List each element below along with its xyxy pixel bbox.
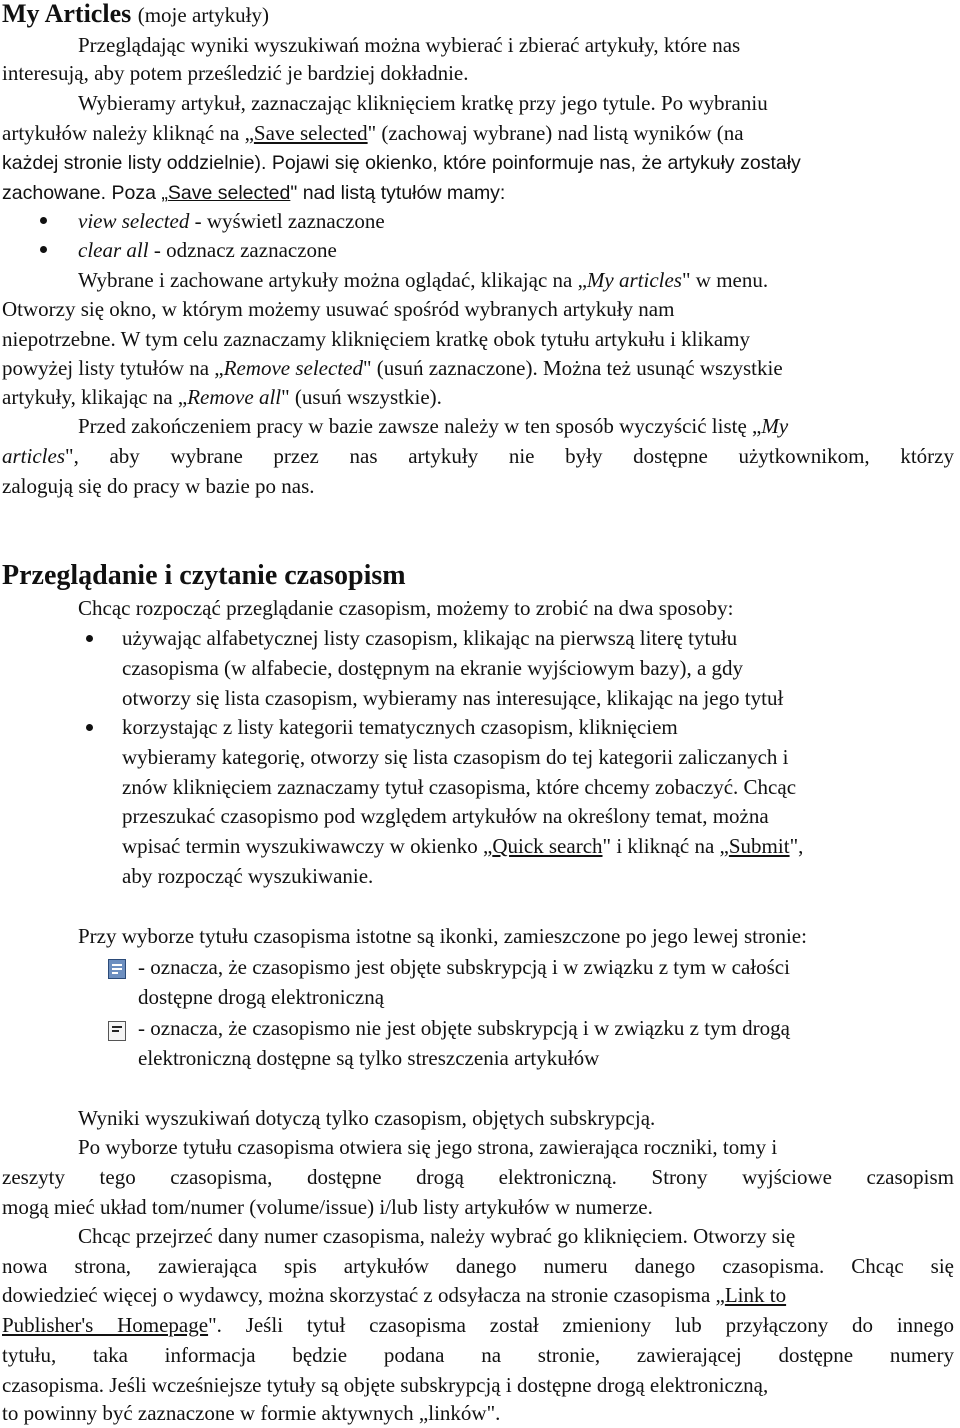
- paragraph-line: articles", aby wybrane przez nas artykuły nie były dostępne użytkownikom, którzy: [2, 444, 954, 468]
- paragraph-line: artykuły, klikając na „Remove all" (usuń wszystkie).: [2, 385, 442, 409]
- list-item-line: przeszukać czasopismo pod względem artykułów na określony temat, można: [122, 804, 769, 828]
- full-text-journal-icon: [108, 959, 126, 979]
- paragraph-line: dowiedzieć więcej o wydawcy, można skorzystać z odsyłacza na stronie czasopisma „Link to: [2, 1283, 787, 1307]
- bullet-icon: [86, 724, 93, 731]
- paragraph-line: Wybieramy artykuł, zaznaczając kliknięciem kratkę przy jego tytule. Po wybraniu: [78, 91, 768, 115]
- paragraph-line: Przed zakończeniem pracy w bazie zawsze należy w ten sposób wyczyścić listę „My: [78, 414, 789, 438]
- icon-legend-line: - oznacza, że czasopismo jest objęte subskrypcją i w związku z tym w całości: [138, 955, 790, 979]
- paragraph-line: Chcąc przejrzeć dany numer czasopisma, należy wybrać go kliknięciem. Otworzy się: [78, 1224, 796, 1248]
- title-main: My Articles: [2, 0, 132, 28]
- bullet-icon: [40, 217, 47, 224]
- paragraph-line: to powinny być zaznaczone w formie aktywnych „linków".: [2, 1401, 501, 1425]
- icon-legend-line: - oznacza, że czasopismo nie jest objęte subskrypcją i w związku z tym drogą: [138, 1016, 790, 1040]
- list-item-line: wpisać termin wyszukiwawczy w okienko „Quick search" i kliknąć na „Submit",: [122, 834, 804, 858]
- paragraph-line: mogą mieć układ tom/numer (volume/issue) i/lub listy artykułów w numerze.: [2, 1195, 653, 1219]
- paragraph-line: Wyniki wyszukiwań dotyczą tylko czasopism, objętych subskrypcją.: [78, 1106, 656, 1130]
- list-item-line: wybieramy kategorię, otworzy się lista czasopism do tej kategorii zaliczanych i: [122, 745, 789, 769]
- section-title-my-articles: [2, 0, 269, 32]
- publisher-homepage-link[interactable]: Publisher's Homepage: [2, 1313, 209, 1337]
- list-item: clear all - odznacz zaznaczone: [78, 238, 337, 262]
- save-selected-link[interactable]: Save selected: [167, 182, 291, 204]
- paragraph-line: każdej stronie listy oddzielnie). Pojawi się okienko, które poinformuje nas, że artykuły zostały: [2, 152, 801, 174]
- paragraph-line: zachowane. Poza „Save selected" nad listą tytułów mamy:: [2, 182, 506, 204]
- list-item-line: aby rozpocząć wyszukiwanie.: [122, 864, 374, 888]
- title-subtitle: (moje artykuły): [137, 3, 269, 27]
- paragraph-line: czasopisma. Jeśli wcześniejsze tytuły są objęte subskrypcją i dostępne drogą elektroniczną,: [2, 1373, 769, 1397]
- paragraph-line: powyżej listy tytułów na „Remove selected" (usuń zaznaczone). Można też usunąć wszystkie: [2, 356, 783, 380]
- paragraph-line: nowa strona, zawierająca spis artykułów danego numeru danego czasopisma. Chcąc się: [2, 1254, 954, 1278]
- icon-legend-line: elektroniczną dostępne są tylko streszczenia artykułów: [138, 1046, 600, 1070]
- paragraph-line: Wybrane i zachowane artykuły można oglądać, klikając na „My articles" w menu.: [78, 268, 769, 292]
- paragraph-line: interesują, aby potem prześledzić je bardziej dokładnie.: [2, 61, 469, 85]
- abstract-only-journal-icon: [108, 1021, 126, 1041]
- paragraph-line: niepotrzebne. W tym celu zaznaczamy kliknięciem kratkę obok tytułu artykułu i klikamy: [2, 327, 750, 351]
- paragraph-line: Otworzy się okno, w którym możemy usuwać spośród wybranych artykuły nam: [2, 297, 675, 321]
- quick-search-link[interactable]: Quick search: [492, 834, 603, 858]
- paragraph-line: tytułu, taka informacja będzie podana na stronie, zawierającej dostępne numery: [2, 1343, 954, 1367]
- paragraph-line: Przeglądając wyniki wyszukiwań można wybierać i zbierać artykuły, które nas: [78, 33, 741, 57]
- submit-link[interactable]: Submit: [728, 834, 790, 858]
- paragraph-line: artykułów należy kliknąć na „Save selected" (zachowaj wybrane) nad listą wyników (na: [2, 121, 744, 145]
- list-item-line: znów kliknięciem zaznaczamy tytuł czasopisma, które chcemy zobaczyć. Chcąc: [122, 775, 797, 799]
- icon-legend-line: dostępne drogą elektroniczną: [138, 985, 385, 1009]
- paragraph-line: Po wyborze tytułu czasopisma otwiera się jego strona, zawierająca roczniki, tomy i: [78, 1135, 778, 1159]
- list-item-line: używając alfabetycznej listy czasopism, klikając na pierwszą literę tytułu: [122, 626, 738, 650]
- list-item-line: korzystając z listy kategorii tematycznych czasopism, kliknięciem: [122, 715, 678, 739]
- paragraph-line: zalogują się do pracy w bazie po nas.: [2, 474, 315, 498]
- section-title-journals: Przeglądanie i czytanie czasopism: [2, 560, 406, 591]
- bullet-icon: [40, 246, 47, 253]
- save-selected-link[interactable]: Save selected: [253, 121, 368, 145]
- paragraph-line: Przy wyborze tytułu czasopisma istotne są ikonki, zamieszczone po jego lewej stronie:: [78, 924, 807, 948]
- paragraph-line: Chcąc rozpocząć przeglądanie czasopism, możemy to zrobić na dwa sposoby:: [78, 596, 734, 620]
- publisher-homepage-link[interactable]: Link to: [724, 1283, 787, 1307]
- list-item-line: otworzy się lista czasopism, wybieramy nas interesujące, klikając na jego tytuł: [122, 686, 784, 710]
- paragraph-line: Publisher's Homepage". Jeśli tytuł czasopisma został zmieniony lub przyłączony do innego: [2, 1313, 954, 1337]
- list-item: view selected - wyświetl zaznaczone: [78, 209, 385, 233]
- list-item-line: czasopisma (w alfabecie, dostępnym na ekranie wyjściowym bazy), a gdy: [122, 656, 744, 680]
- bullet-icon: [86, 635, 93, 642]
- paragraph-line: zeszyty tego czasopisma, dostępne drogą elektroniczną. Strony wyjściowe czasopism: [2, 1165, 954, 1189]
